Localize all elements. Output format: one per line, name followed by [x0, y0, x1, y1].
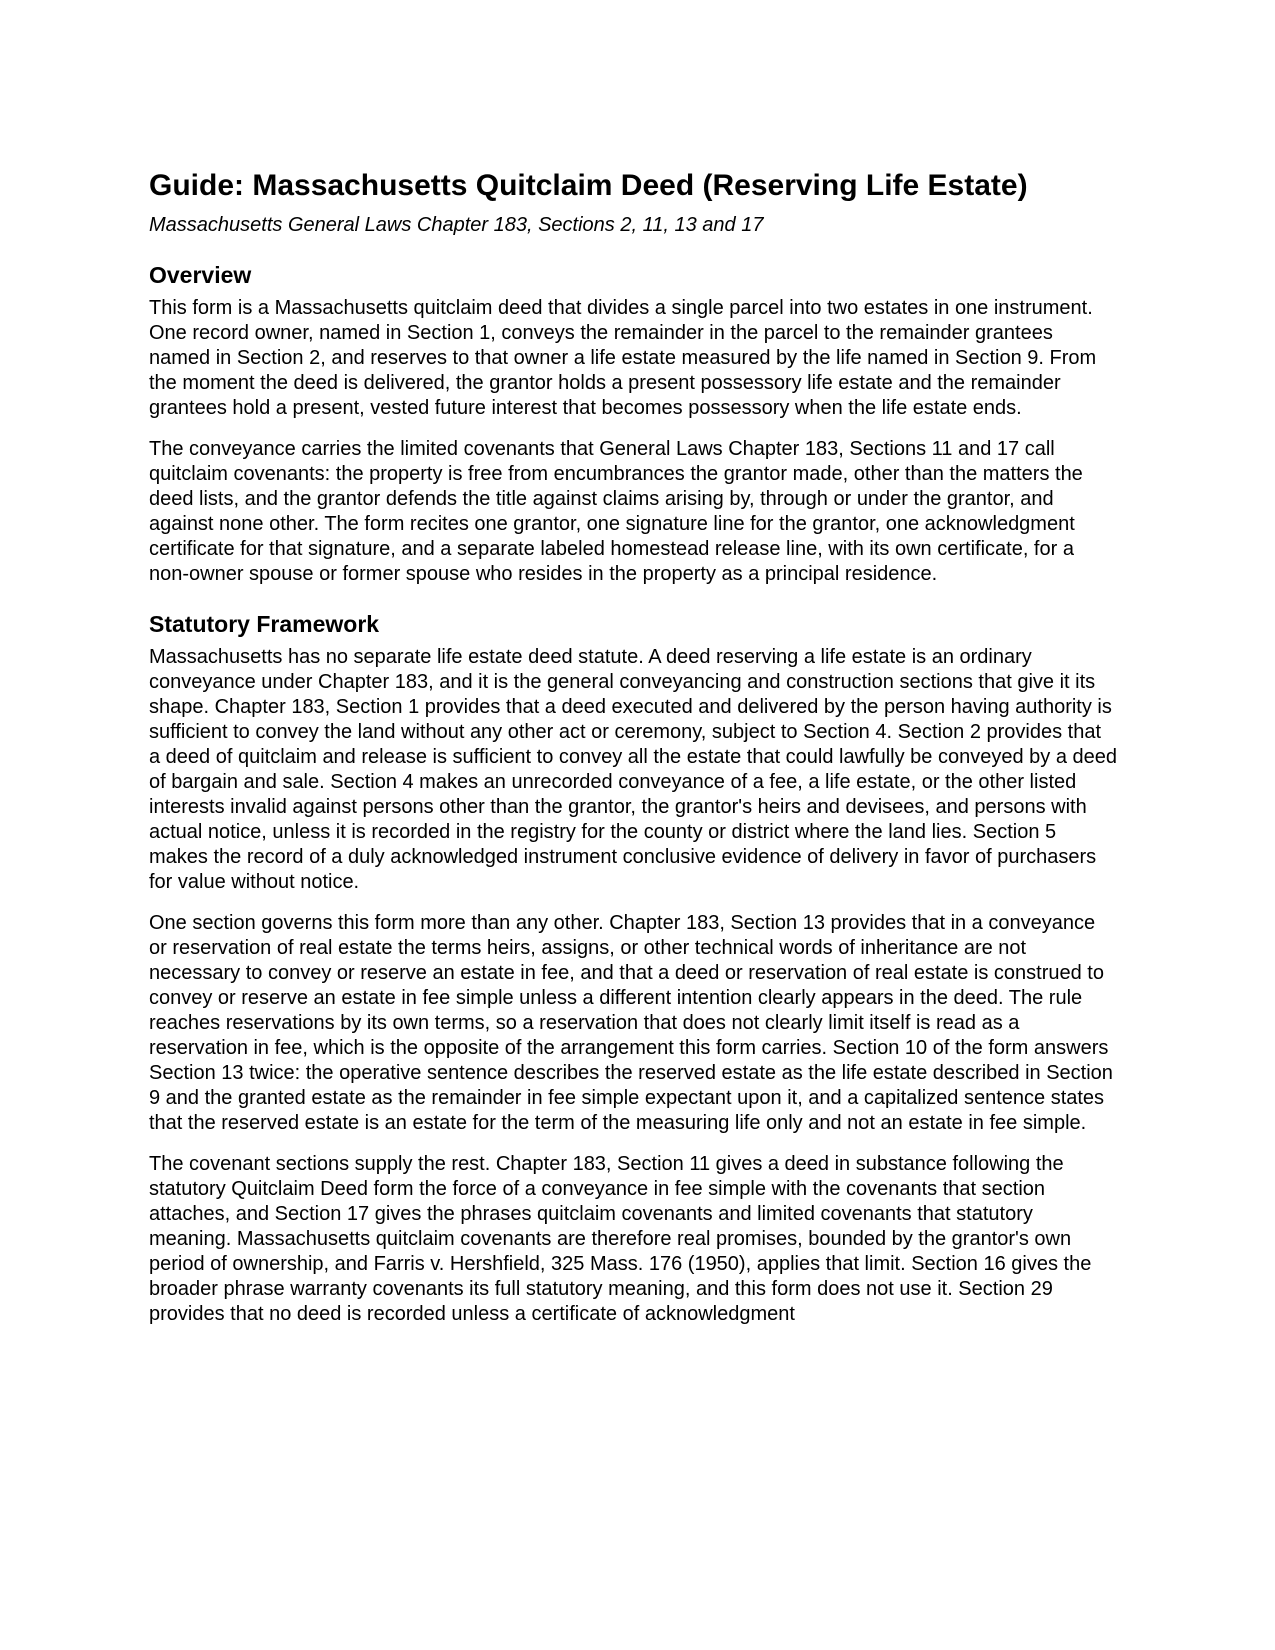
section-heading-statutory-framework: Statutory Framework	[149, 611, 380, 637]
framework-paragraph-3: The covenant sections supply the rest. Chapter 183, Section 11 gives a deed in substance following the statutory Quitclaim Deed form the force of a conveyance in fee simple with the covenants that section attaches, and Section 17 gives the phrases quitclaim covenants and limited covenants that statutory meaning. Massachusetts quitclaim covenants are therefore real promises, bounded by the grantor's own period of ownership, and Farris v. Hershfield, 325 Mass. 176 (1950), applies that limit. Section 16 gives the broader phrase warranty covenants its full statutory meaning, and this form does not use it. Section 29 provides that no deed is recorded unless a certificate of acknowledgment	[149, 1153, 1092, 1325]
page-subtitle: Massachusetts General Laws Chapter 183, Sections 2, 11, 13 and 17	[149, 214, 764, 236]
framework-paragraph-1: Massachusetts has no separate life estate deed statute. A deed reserving a life estate is an ordinary conveyance under Chapter 183, and it is the general conveyancing and construction sections that give it its shape. Chapter 183, Section 1 provides that a deed executed and delivered by the person having authority is sufficient to convey the land without any other act or ceremony, subject to Section 4. Section 2 provides that a deed of quitclaim and release is sufficient to convey all the estate that could lawfully be conveyed by a deed of bargain and sale. Section 4 makes an unrecorded conveyance of a fee, a life estate, or the other listed interests invalid against persons other than the grantor, the grantor's heirs and devisees, and persons with actual notice, unless it is recorded in the registry for the county or district where the land lies. Section 5 makes the record of a duly acknowledged instrument conclusive evidence of delivery in favor of purchasers for value without notice.	[149, 646, 1118, 893]
framework-paragraph-2: One section governs this form more than any other. Chapter 183, Section 13 provides that in a conveyance or reservation of real estate the terms heirs, assigns, or other technical words of inheritance are not necessary to convey or reserve an estate in fee, and that a deed or reservation of real estate is construed to convey or reserve an estate in fee simple unless a different intention clearly appears in the deed. The rule reaches reservations by its own terms, so a reservation that does not clearly limit itself is read as a reservation in fee, which is the opposite of the arrangement this form carries. Section 10 of the form answers Section 13 twice: the operative sentence describes the reserved estate as the life estate described in Section 9 and the granted estate as the remainder in fee simple expectant upon it, and a capitalized sentence states that the reserved estate is an estate for the term of the measuring life only and not an estate in fee simple.	[149, 912, 1113, 1134]
overview-paragraph-1: This form is a Massachusetts quitclaim deed that divides a single parcel into two estates in one instrument. One record owner, named in Section 1, conveys the remainder in the parcel to the remainder grantees named in Section 2, and reserves to that owner a life estate measured by the life named in Section 9. From the moment the deed is delivered, the grantor holds a present possessory life estate and the remainder grantees hold a present, vested future interest that becomes possessory when the life estate ends.	[149, 297, 1097, 419]
overview-paragraph-2: The conveyance carries the limited covenants that General Laws Chapter 183, Sections 11 and 17 call quitclaim covenants: the property is free from encumbrances the grantor made, other than the matters the deed lists, and the grantor defends the title against claims arising by, through or under the grantor, and against none other. The form recites one grantor, one signature line for the grantor, one acknowledgment certificate for that signature, and a separate labeled homestead release line, with its own certificate, for a non-owner spouse or former spouse who resides in the property as a principal residence.	[149, 438, 1083, 585]
page-title: Guide: Massachusetts Quitclaim Deed (Reserving Life Estate)	[149, 169, 1028, 202]
section-heading-overview: Overview	[149, 262, 252, 288]
document-page	[149, 168, 1117, 1343]
